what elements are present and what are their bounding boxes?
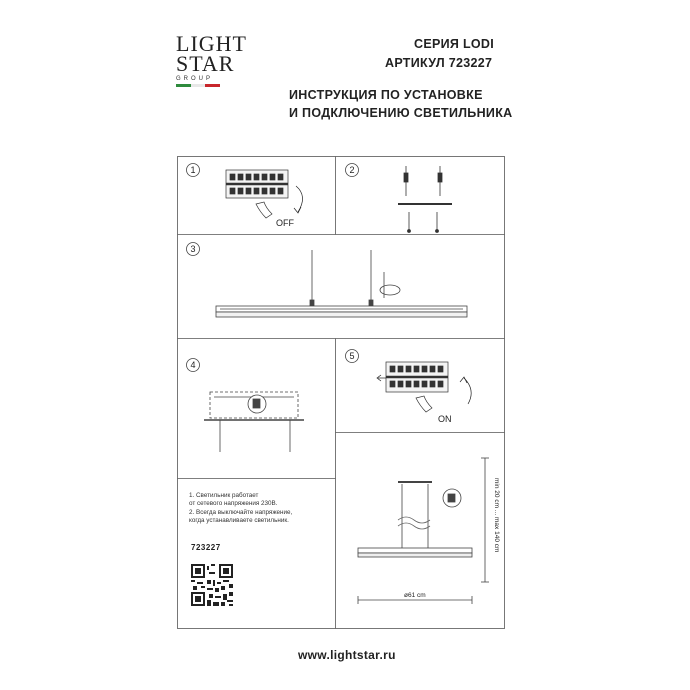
step-1-number: 1 bbox=[190, 165, 196, 175]
document-title-line2: И ПОДКЛЮЧЕНИЮ СВЕТИЛЬНИКА bbox=[289, 106, 513, 120]
safety-notes bbox=[189, 492, 329, 525]
article-number: АРТИКУЛ 723227 bbox=[385, 56, 493, 70]
note-line: 2. Всегда выключайте напряжение, bbox=[189, 508, 293, 516]
step-5-number: 5 bbox=[349, 351, 355, 361]
breaker-on-illustration bbox=[377, 362, 471, 412]
note-line: когда устанавливаете светильник. bbox=[189, 516, 289, 524]
website-link[interactable]: www.lightstar.ru bbox=[298, 648, 396, 662]
step-4-number: 4 bbox=[190, 360, 196, 370]
logo-text-group: GROUP bbox=[176, 76, 214, 82]
note-line: от сетевого напряжения 230В. bbox=[189, 500, 278, 508]
lamp-installation-illustration bbox=[204, 392, 304, 452]
logo-text-light: LIGHT bbox=[176, 31, 247, 56]
lamp-assembly-illustration bbox=[216, 250, 467, 317]
step-2-number: 2 bbox=[349, 165, 355, 175]
step-3-number: 3 bbox=[190, 244, 196, 254]
grid-outer-border bbox=[178, 157, 505, 629]
off-label: OFF bbox=[276, 218, 294, 228]
document-title-line1: ИНСТРУКЦИЯ ПО УСТАНОВКЕ bbox=[289, 88, 483, 102]
breaker-off-illustration bbox=[226, 170, 303, 218]
logo-text-star: STAR bbox=[176, 51, 235, 76]
qr-code-icon[interactable] bbox=[191, 564, 233, 606]
on-label: ON bbox=[438, 414, 452, 424]
lamp-dimensions-illustration bbox=[358, 458, 489, 604]
height-dimension-label: min 20 cm ... max 140 cm bbox=[493, 478, 500, 553]
mounting-hardware-illustration bbox=[398, 166, 452, 233]
width-dimension-label: ø61 cm bbox=[404, 592, 426, 599]
note-line: 1. Светильник работает bbox=[189, 492, 259, 499]
product-code: 723227 bbox=[191, 543, 221, 552]
series-name: СЕРИЯ LODI bbox=[414, 37, 495, 51]
